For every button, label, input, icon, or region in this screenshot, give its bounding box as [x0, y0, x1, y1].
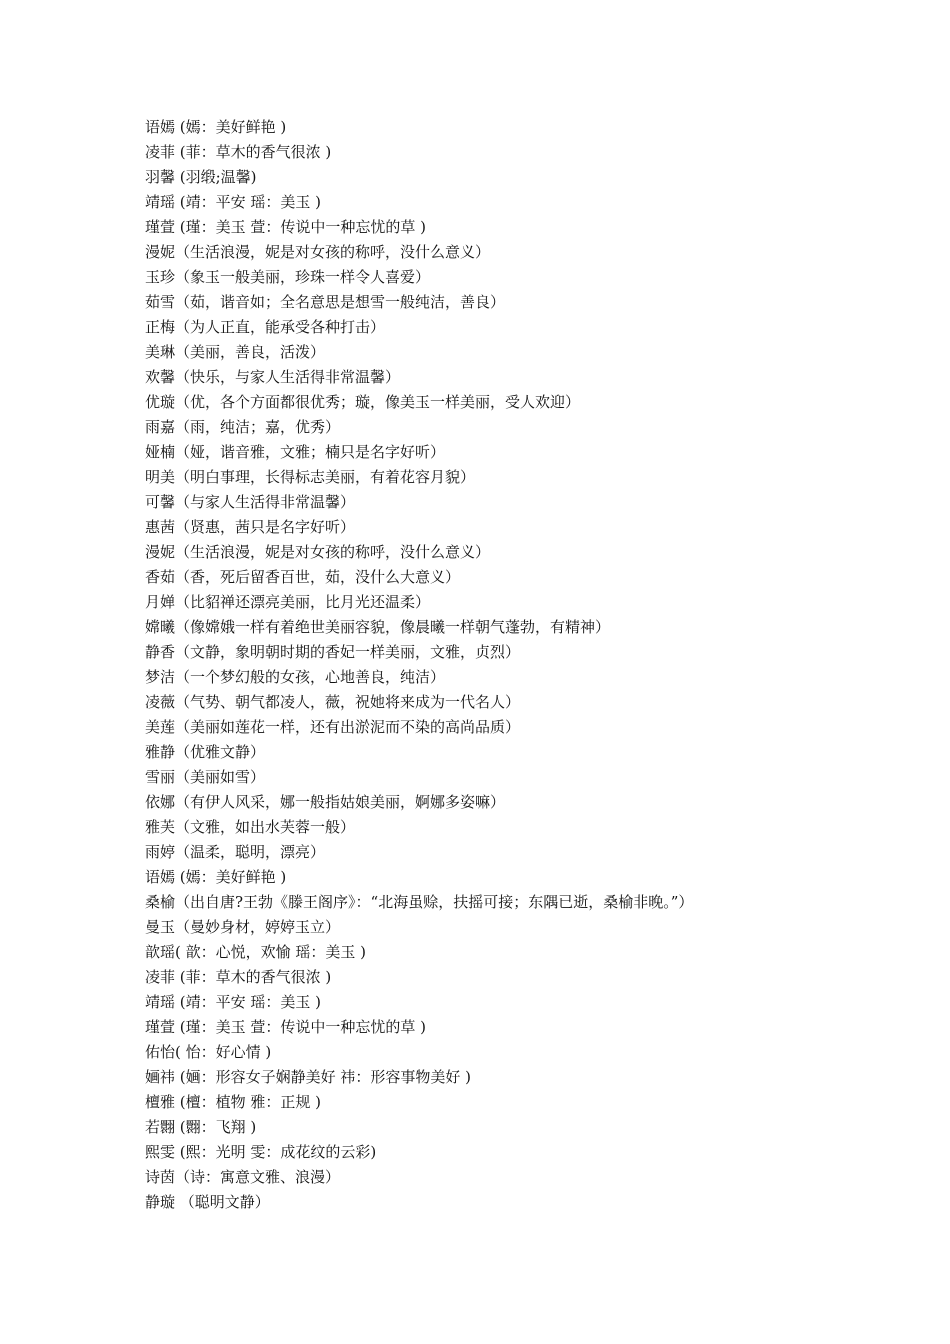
name-line-17: 惠茜（贤惠，茜只是名字好听） [145, 518, 356, 536]
name-line-40: 檀雅 (檀：植物 雅：正规 ) [145, 1093, 322, 1111]
name-line-42: 熙雯 (熙：光明 雯：成花纹的云彩) [145, 1143, 377, 1161]
name-line-35: 凌菲 (菲：草木的香气很浓 ) [145, 968, 332, 986]
name-line-12: 优璇（优，各个方面都很优秀；璇，像美玉一样美丽，受人欢迎） [145, 393, 581, 411]
name-line-31: 语嫣 (嫣：美好鲜艳 ) [145, 868, 287, 886]
name-line-14: 娅楠（娅，谐音雅，文雅；楠只是名字好听） [145, 443, 446, 461]
name-line-26: 雅静（优雅文静） [145, 743, 266, 761]
name-line-10: 美琳（美丽，善良，活泼） [145, 343, 326, 361]
name-line-2: 凌菲 (菲：草木的香气很浓 ) [145, 143, 332, 161]
name-line-24: 凌薇（气势、朝气都凌人，薇，祝她将来成为一代名人） [145, 693, 521, 711]
name-line-39: 婳祎 (婳：形容女子娴静美好 祎：形容事物美好 ) [145, 1068, 472, 1086]
name-line-9: 正梅（为人正直，能承受各种打击） [145, 318, 386, 336]
name-line-11: 欢馨（快乐，与家人生活得非常温馨） [145, 368, 401, 386]
name-line-16: 可馨（与家人生活得非常温馨） [145, 493, 356, 511]
name-line-37: 瑾萱 (瑾：美玉 萱：传说中一种忘忧的草 ) [145, 1018, 427, 1036]
name-line-19: 香茹（香，死后留香百世，茹，没什么大意义） [145, 568, 461, 586]
name-line-7: 玉珍（象玉一般美丽，珍珠一样令人喜爱） [145, 268, 431, 286]
name-line-44: 静璇 （聪明文静） [145, 1193, 270, 1211]
name-line-21: 嫦曦（像嫦娥一样有着绝世美丽容貌，像晨曦一样朝气蓬勃，有精神） [145, 618, 611, 636]
name-line-23: 梦洁（一个梦幻般的女孩，心地善良，纯洁） [145, 668, 446, 686]
name-line-15: 明美（明白事理，长得标志美丽，有着花容月貌） [145, 468, 476, 486]
name-line-3: 羽馨 (羽缎;温馨) [145, 168, 257, 186]
name-line-41: 若翾 (翾：飞翔 ) [145, 1118, 257, 1136]
name-line-6: 漫妮（生活浪漫，妮是对女孩的称呼，没什么意义） [145, 243, 491, 261]
name-line-25: 美莲（美丽如莲花一样，还有出淤泥而不染的高尚品质） [145, 718, 521, 736]
name-line-30: 雨婷（温柔，聪明，漂亮） [145, 843, 326, 861]
name-line-4: 靖瑶 (靖：平安 瑶：美玉 ) [145, 193, 322, 211]
name-line-8: 茹雪（茹，谐音如；全名意思是想雪一般纯洁，善良） [145, 293, 506, 311]
name-list [145, 115, 925, 1215]
name-line-33: 曼玉（曼妙身材，婷婷玉立） [145, 918, 341, 936]
name-line-5: 瑾萱 (瑾：美玉 萱：传说中一种忘忧的草 ) [145, 218, 427, 236]
name-line-1: 语嫣 (嫣：美好鲜艳 ) [145, 118, 287, 136]
name-line-27: 雪丽（美丽如雪） [145, 768, 266, 786]
name-line-29: 雅芙（文雅，如出水芙蓉一般） [145, 818, 356, 836]
name-line-38: 佑怡( 怡：好心情 ) [145, 1043, 272, 1061]
name-line-18: 漫妮（生活浪漫，妮是对女孩的称呼，没什么意义） [145, 543, 491, 561]
name-line-32: 桑榆（出自唐?王勃《滕王阁序》：“北海虽赊，扶摇可接；东隅已逝，桑榆非晚。”） [145, 893, 694, 911]
name-line-43: 诗茵（诗：寓意文雅、浪漫） [145, 1168, 341, 1186]
name-line-36: 靖瑶 (靖：平安 瑶：美玉 ) [145, 993, 322, 1011]
name-line-13: 雨嘉（雨，纯洁；嘉，优秀） [145, 418, 341, 436]
name-line-22: 静香（文静，象明朝时期的香妃一样美丽，文雅，贞烈） [145, 643, 521, 661]
name-line-34: 歆瑶( 歆：心悦，欢愉 瑶：美玉 ) [145, 943, 367, 961]
name-line-20: 月婵（比貂禅还漂亮美丽，比月光还温柔） [145, 593, 431, 611]
name-line-28: 依娜（有伊人风采，娜一般指姑娘美丽，婀娜多姿嘛） [145, 793, 506, 811]
